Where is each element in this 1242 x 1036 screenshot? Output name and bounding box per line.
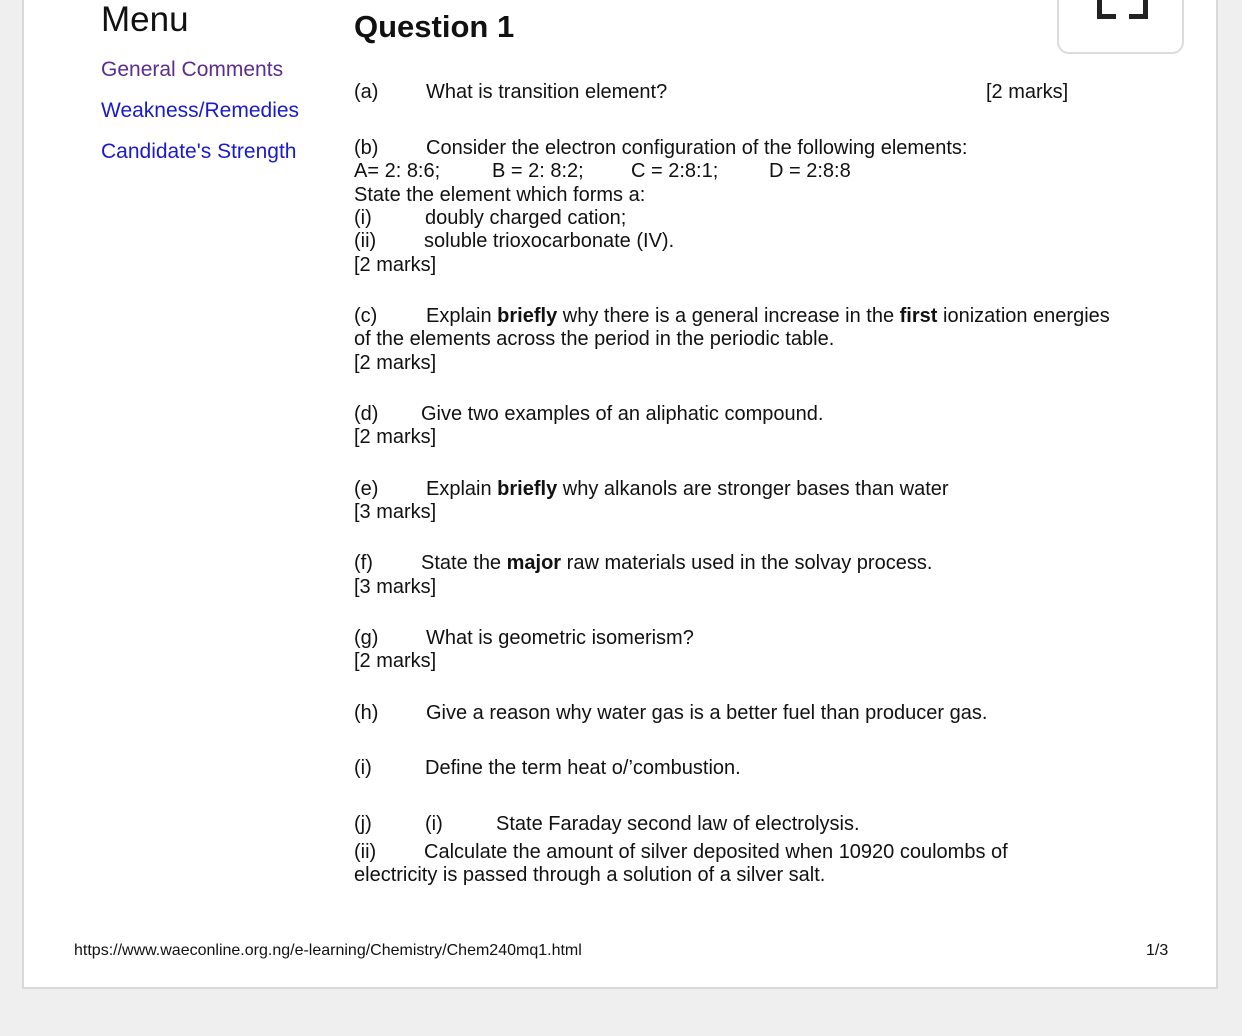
part-g-text: What is geometric isomerism? — [426, 627, 694, 649]
question-title: Question 1 — [354, 9, 515, 44]
menu-link-general-comments[interactable]: General Comments — [101, 58, 284, 81]
part-f-text: State the major raw materials used in the solvay process. — [421, 552, 933, 574]
fullscreen-button[interactable] — [1057, 0, 1184, 54]
part-h-text: Give a reason why water gas is a better fuel than producer gas. — [426, 702, 988, 724]
part-c-marks: [2 marks] — [354, 352, 437, 374]
part-c-label: (c) — [354, 305, 378, 327]
part-b-state: State the element which forms a: — [354, 184, 646, 206]
part-c-text: Explain briefly why there is a general increase in the first ionization energies — [426, 305, 1110, 327]
part-e-text: Explain briefly why alkanols are stronger bases than water — [426, 478, 949, 500]
part-e-marks: [3 marks] — [354, 501, 437, 523]
part-d-label: (d) — [354, 403, 379, 425]
menu-link-candidates-strength[interactable]: Candidate's Strength — [101, 140, 297, 163]
part-i-label: (i) — [354, 757, 372, 779]
part-j-ii-label: (ii) — [354, 841, 377, 863]
part-j-ii-line-2: electricity is passed through a solution of a silver salt. — [354, 864, 826, 886]
part-b-ii-text: soluble trioxocarbonate (IV). — [424, 230, 675, 252]
part-a-marks: [2 marks] — [986, 81, 1069, 103]
part-j-label: (j) — [354, 813, 372, 835]
menu-link-weakness-remedies[interactable]: Weakness/Remedies — [101, 99, 300, 122]
part-a-text: What is transition element? — [426, 81, 668, 103]
config-b: B = 2: 8:2; — [492, 160, 584, 182]
footer-page-number: 1/3 — [1146, 942, 1169, 959]
part-c-line-2: of the elements across the period in the periodic table. — [354, 328, 835, 350]
footer-url: https://www.waeconline.org.ng/e-learning/Chemistry/Chem240mq1.html — [74, 942, 582, 959]
fullscreen-icon-right — [1129, 0, 1148, 19]
config-d: D = 2:8:8 — [769, 160, 851, 182]
part-b-text: Consider the electron configuration of the following elements: — [426, 137, 968, 159]
part-b-i-text: doubly charged cation; — [425, 207, 627, 229]
part-b-marks: [2 marks] — [354, 254, 437, 276]
part-d-text: Give two examples of an aliphatic compound. — [421, 403, 824, 425]
part-g-marks: [2 marks] — [354, 650, 437, 672]
config-a: A= 2: 8:6; — [354, 160, 441, 182]
part-b-ii-label: (ii) — [354, 230, 377, 252]
fullscreen-icon — [1097, 0, 1116, 19]
part-a-label: (a) — [354, 81, 379, 103]
config-c: C = 2:8:1; — [631, 160, 719, 182]
part-f-marks: [3 marks] — [354, 576, 437, 598]
part-i-text: Define the term heat o/’combustion. — [425, 757, 741, 779]
part-b-i-label: (i) — [354, 207, 372, 229]
part-g-label: (g) — [354, 627, 379, 649]
part-h-label: (h) — [354, 702, 379, 724]
part-d-marks: [2 marks] — [354, 426, 437, 448]
part-b-label: (b) — [354, 137, 379, 159]
menu-title: Menu — [101, 0, 189, 39]
part-e-label: (e) — [354, 478, 379, 500]
part-f-label: (f) — [354, 552, 373, 574]
part-j-i-text: State Faraday second law of electrolysis. — [496, 813, 860, 835]
part-j-i-label: (i) — [425, 813, 443, 835]
part-j-ii-text: Calculate the amount of silver deposited when 10920 coulombs of — [424, 841, 1008, 863]
